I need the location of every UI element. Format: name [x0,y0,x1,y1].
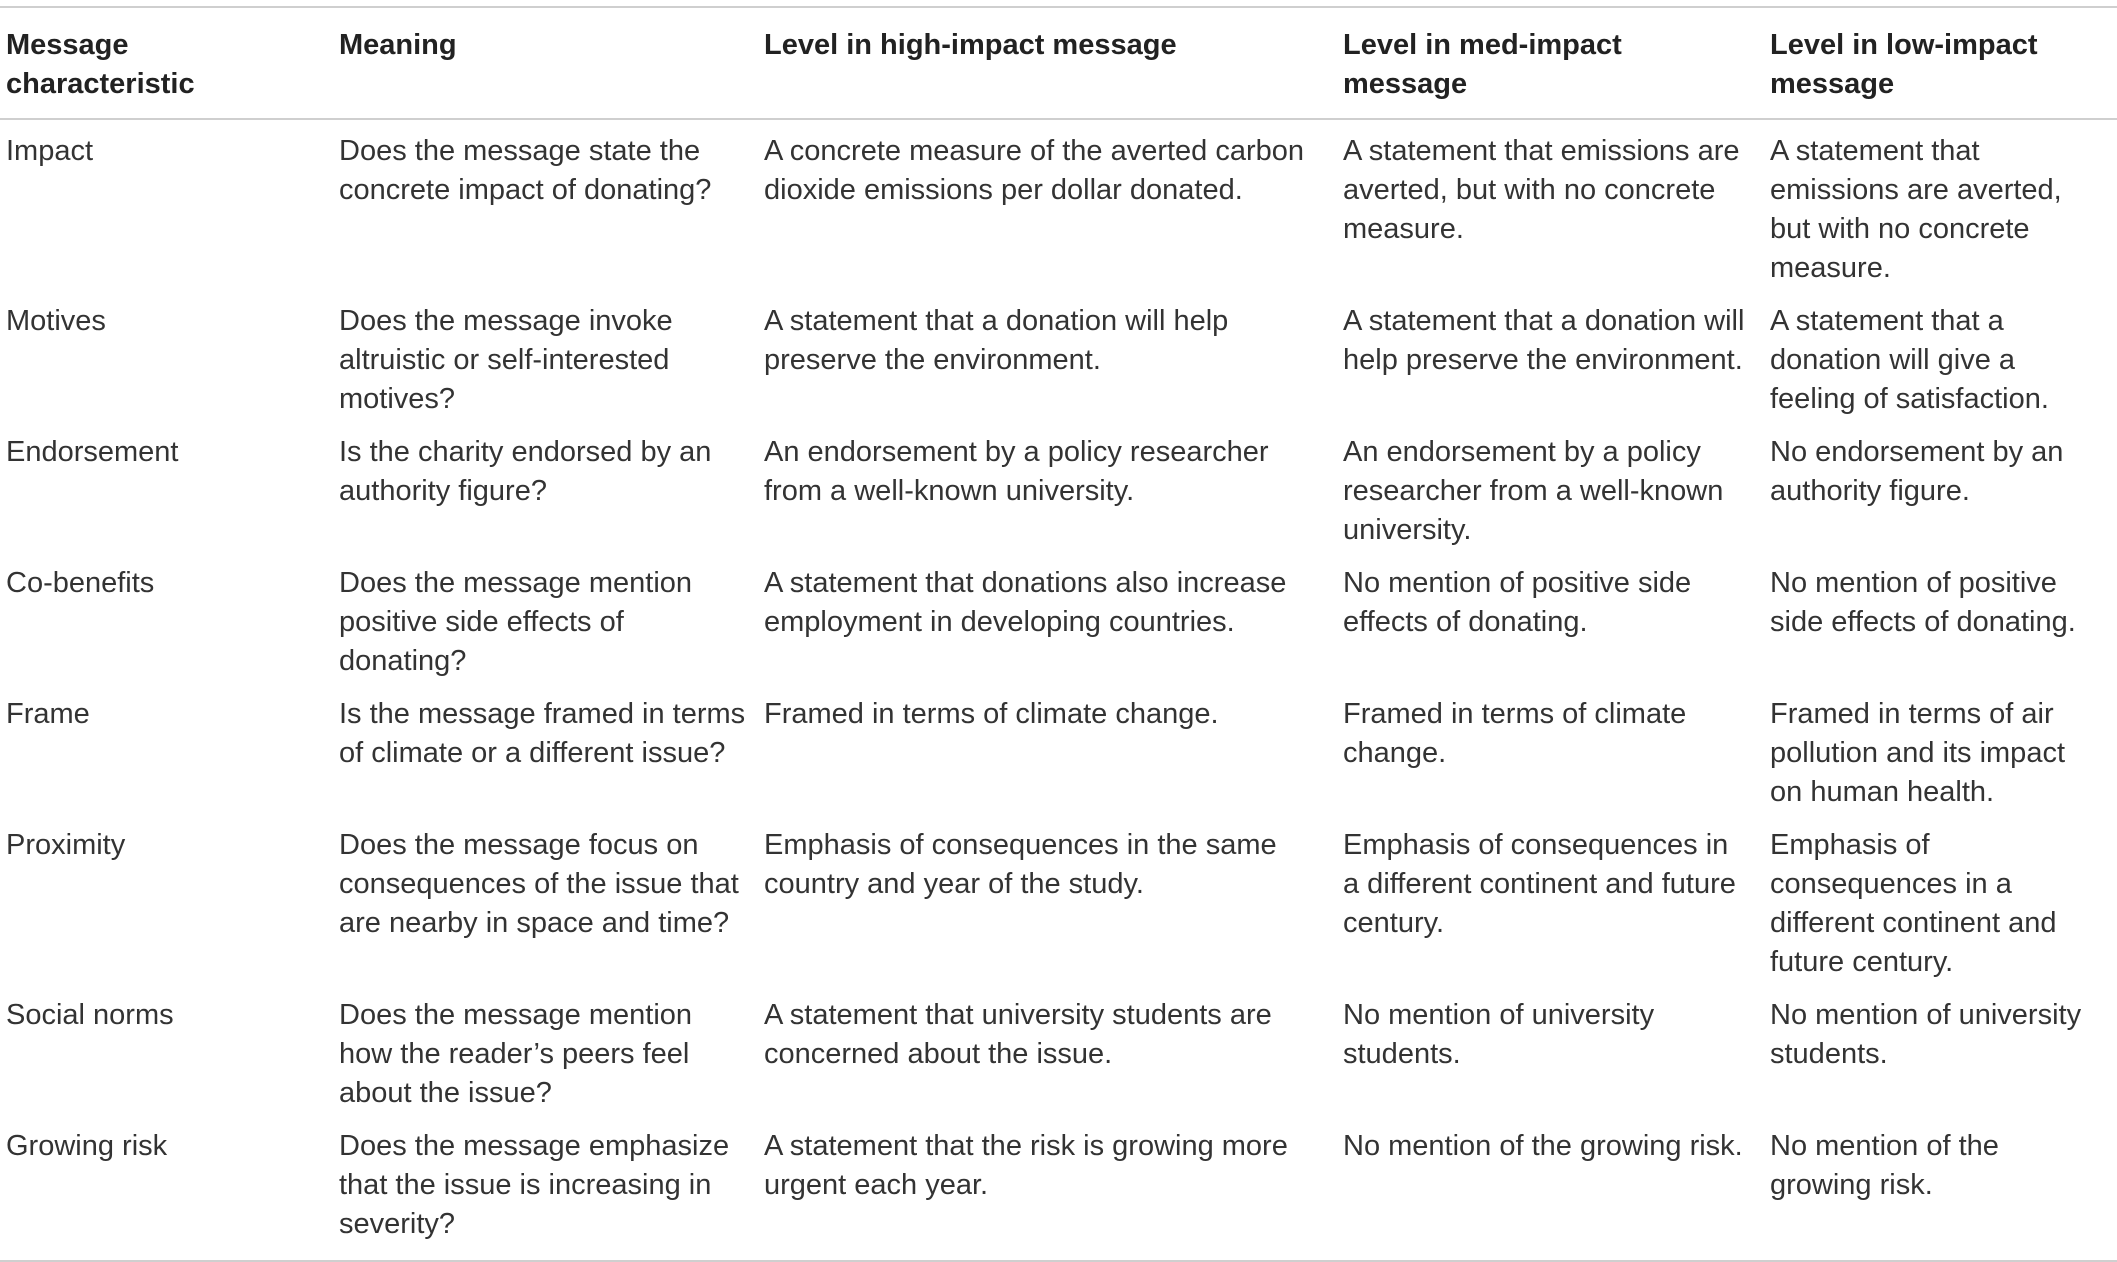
cell-high: Emphasis of consequences in the same country and year of the study. [764,829,1277,900]
cell-low: A statement that emissions are averted, but with no concrete measure. [1770,135,2062,284]
cell-med: No mention of university students. [1343,999,1655,1070]
cell-high: A concrete measure of the averted carbon dioxide emissions per dollar donated. [764,135,1305,206]
cell-med: Emphasis of consequences in a different continent and future century. [1343,829,1736,939]
cell-high: A statement that a donation will help preserve the environment. [764,305,1229,376]
cell-med: A statement that a donation will help preserve the environment. [1343,305,1745,376]
cell-meaning: Does the message mention positive side effects of donating? [339,567,693,677]
cell-meaning: Does the message focus on consequences of the issue that are nearby in space and time? [339,829,739,939]
cell-med: No mention of positive side effects of donating. [1343,567,1692,638]
table-row [0,119,2117,292]
cell-characteristic: Co-benefits [6,567,155,599]
cell-characteristic: Proximity [6,829,126,861]
header-row [0,7,2117,119]
cell-characteristic: Social norms [6,999,174,1031]
cell-meaning: Does the message state the concrete impact of donating? [339,135,712,206]
table-row [0,986,2117,1117]
cell-low: Framed in terms of air pollution and its impact on human health. [1770,698,2065,808]
cell-low: No mention of university students. [1770,999,2082,1070]
cell-characteristic: Frame [6,698,90,730]
header-meaning: Meaning [339,29,457,61]
table-header [0,7,2117,119]
table-row [0,816,2117,986]
cell-high: Framed in terms of climate change. [764,698,1219,730]
cell-meaning: Does the message invoke altruistic or self-interested motives? [339,305,673,415]
cell-meaning: Does the message mention how the reader’s peers feel about the issue? [339,999,693,1109]
header-level-low: Level in low-impact message [1770,29,2038,100]
message-characteristics-table [0,6,2117,1262]
cell-low: No mention of positive side effects of donating. [1770,567,2076,638]
cell-high: A statement that the risk is growing more urgent each year. [764,1130,1288,1201]
cell-low: A statement that a donation will give a feeling of satisfaction. [1770,305,2049,415]
cell-meaning: Is the charity endorsed by an authority figure? [339,436,712,507]
header-message-characteristic: Message characteristic [6,29,195,100]
table-row [0,685,2117,816]
cell-high: A statement that university students are concerned about the issue. [764,999,1272,1070]
cell-low: No mention of the growing risk. [1770,1130,1999,1201]
table-row [0,1117,2117,1261]
cell-characteristic: Endorsement [6,436,179,468]
cell-meaning: Does the message emphasize that the issue is increasing in severity? [339,1130,730,1240]
header-level-med: Level in med-impact message [1343,29,1622,100]
cell-med: An endorsement by a policy researcher from a well-known university. [1343,436,1724,546]
table-row [0,292,2117,423]
header-level-high: Level in high-impact message [764,29,1177,61]
cell-characteristic: Motives [6,305,106,337]
table-row [0,423,2117,554]
cell-meaning: Is the message framed in terms of climate or a different issue? [339,698,746,769]
cell-high: An endorsement by a policy researcher from a well-known university. [764,436,1269,507]
cell-low: No endorsement by an authority figure. [1770,436,2064,507]
cell-characteristic: Impact [6,135,94,167]
cell-med: Framed in terms of climate change. [1343,698,1687,769]
cell-high: A statement that donations also increase employment in developing countries. [764,567,1287,638]
cell-low: Emphasis of consequences in a different continent and future century. [1770,829,2057,978]
table-body [0,119,2117,1261]
cell-characteristic: Growing risk [6,1130,168,1162]
cell-med: A statement that emissions are averted, but with no concrete measure. [1343,135,1740,245]
table-row [0,554,2117,685]
cell-med: No mention of the growing risk. [1343,1130,1743,1162]
